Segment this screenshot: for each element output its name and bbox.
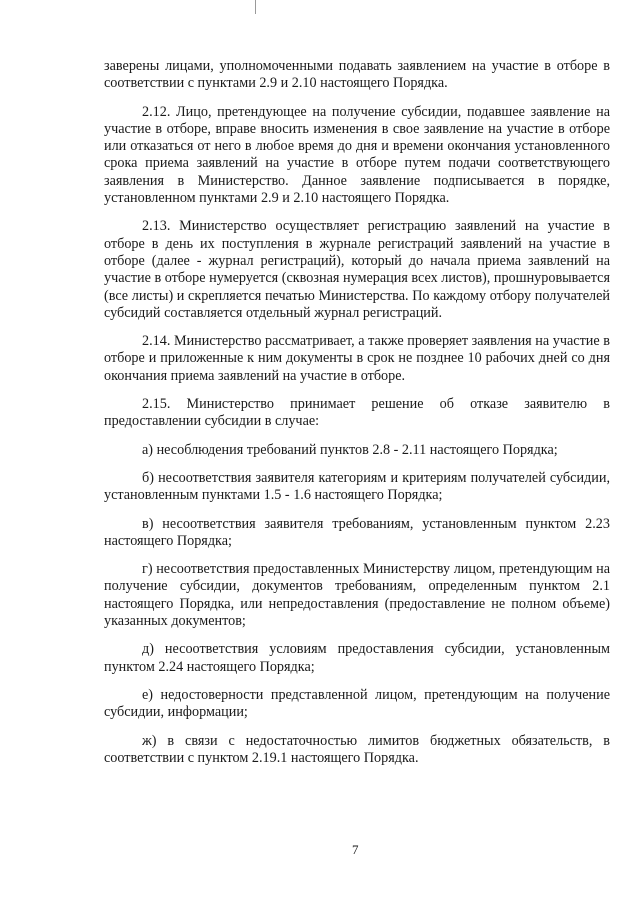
list-item-g: г) несоответствия предоставленных Министерству лицом, претендующим на получение субсидии, документов требованиям, определенным пунктом 2.1 настоящего Порядка, или непредоставления (предоставление не полном объеме) указанных документов; [104, 561, 610, 630]
paragraph-2-12: 2.12. Лицо, претендующее на получение субсидии, подавшее заявление на участие в отборе, вправе вносить изменения в свое заявление на участие в отборе или отказаться от него в любое время до дня и времени окончания установленного срока приема заявлений на участие в отборе путем подачи соответствующего заявления в Министерство. Данное заявление подписывается в порядке, установленном пунктами 2.9 и 2.10 настоящего Порядка. [104, 103, 610, 207]
scan-edge-mark [255, 0, 256, 14]
list-item-v: в) несоответствия заявителя требованиям, установленным пунктом 2.23 настоящего Порядка; [104, 515, 610, 549]
list-item-d: д) несоответствия условиям предоставления субсидии, установленным пунктом 2.24 настоящего Порядка; [104, 641, 610, 675]
page-body [104, 58, 610, 778]
list-item-b: б) несоответствия заявителя категориям и критериям получателей субсидии, установленным пунктами 1.5 - 1.6 настоящего Порядка; [104, 469, 610, 504]
paragraph-2-14: 2.14. Министерство рассматривает, а также проверяет заявления на участие в отборе и приложенные к ним документы в срок не позднее 10 рабочих дней со дня окончания приема заявлений на участие в отборе. [104, 333, 610, 384]
paragraph-continuation: заверены лицами, уполномоченными подавать заявлением на участие в отборе в соответствии с пунктами 2.9 и 2.10 настоящего Порядка. [104, 58, 610, 92]
list-item-zh: ж) в связи с недостаточностью лимитов бюджетных обязательств, в соответствии с пунктом 2.19.1 настоящего Порядка. [104, 732, 610, 766]
list-item-e: е) недостоверности представленной лицом, претендующим на получение субсидии, информации; [104, 686, 610, 721]
page-number: 7 [352, 842, 359, 857]
list-item-a: а) несоблюдения требований пунктов 2.8 - 2.11 настоящего Порядка; [142, 441, 558, 458]
paragraph-2-15: 2.15. Министерство принимает решение об отказе заявителю в предоставлении субсидии в случае: [104, 396, 610, 430]
paragraph-2-13: 2.13. Министерство осуществляет регистрацию заявлений на участие в отборе в день их поступления в журнале регистраций заявлений на участие в отборе (далее - журнал регистраций), который до начала приема заявлений на участие в отборе нумеруется (сквозная нумерация всех листов), прошнуровывается (все листы) и скрепляется печатью Министерства. По каждому отбору получателей субсидий составляется отдельный журнал регистраций. [104, 218, 610, 321]
